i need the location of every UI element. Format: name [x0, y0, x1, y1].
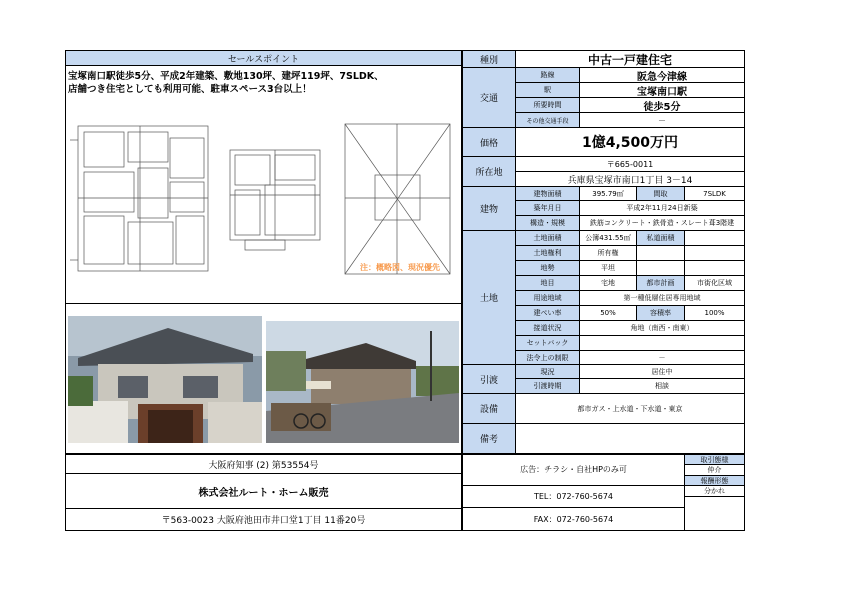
ad-permission-note: 広告：チラシ・自社HPのみ可: [520, 464, 627, 474]
land-category-label: 地目: [516, 276, 579, 290]
road-access-label: 接道状況: [516, 321, 579, 335]
setback-label: セットバック: [516, 336, 579, 350]
address-postal: 〒665-0011: [606, 159, 654, 169]
current-status-label: 現況: [516, 365, 579, 378]
transport-other-value: －: [658, 115, 666, 125]
category-value: 中古一戸建住宅: [587, 52, 672, 67]
floor-area-ratio-value: 100%: [704, 309, 725, 317]
handover-timing-label: 引渡時期: [516, 379, 579, 393]
commission-type-value: 分かれ: [704, 487, 725, 495]
transport-station-value: 宝塚南口駅: [637, 86, 687, 97]
address-label: 所在地: [463, 157, 515, 186]
coverage-label: 建ぺい率: [516, 306, 579, 320]
structure-label: 構造・規模: [516, 216, 579, 230]
price-value: 1億4,500万円: [581, 135, 679, 151]
layout-label: 間取: [637, 187, 684, 200]
price-label: 価格: [463, 128, 515, 156]
coverage-value: 50%: [600, 309, 616, 317]
built-date-label: 築年月日: [516, 201, 579, 215]
facilities-label: 設備: [463, 394, 515, 423]
floor-plan-note: 注：概略図、現況優先: [360, 263, 440, 272]
floor-area-value: 395.79㎡: [592, 189, 624, 198]
land-label: 土地: [463, 231, 515, 364]
legal-restriction-value: －: [658, 353, 666, 362]
road-access-value: 角地（南西・南東）: [630, 324, 694, 332]
remarks-value: [516, 424, 744, 453]
land-rights-value: 所有権: [597, 249, 619, 257]
setback-value: [580, 336, 744, 350]
floor-area-label: 建物面積: [516, 187, 579, 200]
floor-plan-2: [230, 150, 320, 250]
floor-plan-drawings: [70, 120, 460, 280]
handover-label: 引渡: [463, 365, 515, 393]
transport-time-value: 徒歩5分: [643, 101, 681, 112]
tel-number: TEL：072-760-5674: [533, 491, 614, 501]
current-status-value: 居住中: [651, 367, 673, 376]
terrain-label: 地勢: [516, 261, 579, 275]
transport-station-label: 駅: [516, 83, 579, 97]
company-address: 〒563-0023 大阪府池田市井口堂1丁目 11番20号: [161, 516, 366, 526]
zoning-label: 用途地域: [516, 291, 579, 305]
transport-line-value: 阪急今津線: [637, 71, 687, 82]
transport-time-label: 所要時間: [516, 98, 579, 112]
transaction-type-value: 仲介: [707, 466, 722, 474]
license-number: 大阪府知事 (2) 第53554号: [208, 460, 319, 471]
facilities-value: 都市ガス・上水道・下水道・東京: [577, 404, 683, 413]
city-plan-value: 市街化区域: [697, 279, 732, 287]
sales-point-line-2: 店舗つき住宅としても利用可能、駐車スペース3台以上！: [68, 84, 312, 95]
land-category-value: 宅地: [601, 279, 615, 287]
private-road-label: 私道面積: [637, 231, 684, 245]
private-road-value: [685, 231, 744, 245]
category-label: 種別: [463, 51, 515, 67]
floor-plan-1: [70, 126, 208, 271]
house-street-photo: [266, 321, 459, 443]
sales-point-header: セールスポイント: [66, 51, 461, 66]
transport-label: 交通: [463, 68, 515, 127]
zoning-value: 第一種低層住居専用地域: [623, 294, 701, 302]
transport-line-label: 路線: [516, 68, 579, 82]
sales-point-line-1: 宝塚南口駅徒歩5分、平成2年建築、敷地130坪、建坪119坪、7SLDK、: [68, 71, 384, 82]
transport-other-label: その他交通手段: [516, 113, 579, 127]
handover-timing-value: 相談: [655, 382, 669, 390]
building-label: 建物: [463, 187, 515, 230]
layout-value: 7SLDK: [703, 189, 726, 198]
remarks-label: 備考: [463, 424, 515, 453]
transaction-type-label: 取引態様: [685, 455, 744, 464]
land-rights-label: 土地権利: [516, 246, 579, 260]
house-front-photo: [68, 316, 262, 443]
structure-value: 鉄筋コンクリート・鉄骨造・スレート葺3階建: [589, 219, 735, 227]
sales-point-text: [68, 70, 460, 96]
city-plan-label: 都市計画: [637, 276, 684, 290]
floor-area-ratio-label: 容積率: [637, 306, 684, 320]
built-date-value: 平成2年11月24日新築: [626, 204, 698, 212]
legal-restriction-label: 法令上の制限: [516, 351, 579, 364]
land-area-label: 土地面積: [516, 231, 579, 245]
land-area-value: 公簿431.55㎡: [585, 234, 631, 242]
commission-type-label: 報酬形態: [685, 476, 744, 485]
address-value: 兵庫県宝塚市南口1丁目 3－14: [567, 175, 693, 186]
floor-plan-3: [345, 124, 450, 274]
fax-number: FAX：072-760-5674: [533, 514, 614, 524]
terrain-value: 平坦: [601, 264, 615, 272]
company-name: 株式会社ルート・ホーム販売: [198, 487, 329, 499]
